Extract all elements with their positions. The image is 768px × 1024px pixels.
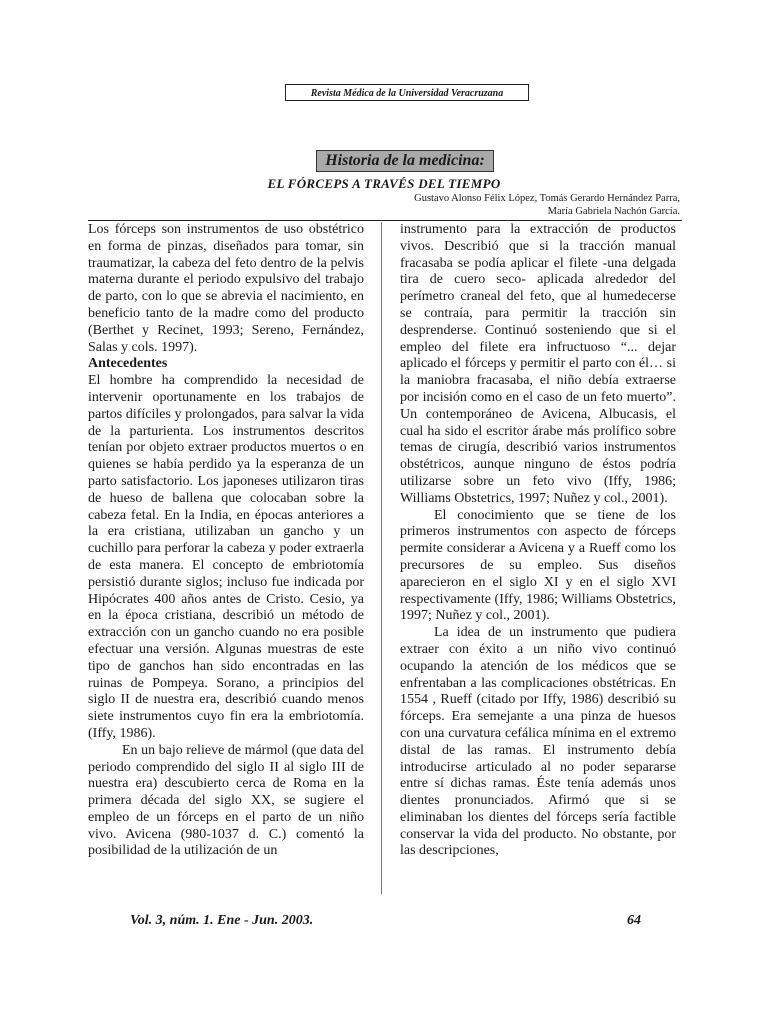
precursors-paragraph: El conocimiento que se tiene de los primeros instrumentos con aspecto de fórceps permite considerar a Avicena y a Rueff como los precursores de su empleo. Sus diseños aparecieron en el siglo XI y en el siglo XVI respectivamente (Iffy, 1986; Williams Obstetrics, 1997; Nuñez y col., 2001). [400,507,676,624]
antecedentes-paragraph: El hombre ha comprendido la necesidad de intervenir oportunamente en los trabajos de partos difíciles y prolongados, para salvar la vida de la parturienta. Los instrumentos descritos tenían por objeto extraer productos muertos o en quienes se había perdido ya la esperanza de un parto satisfactorio. Los japoneses utilizaron tiras de hueso de ballena que colocaban sobre la cabeza fetal. En la India, en épocas anteriores a la era cristiana, utilizaban un gancho y un cuchillo para perforar la cabeza y poder extraerla de esta manera. El concepto de embriotomía persistió durante siglos; incluso fue indicada por Hipócrates 400 años antes de Cristo. Cesio, ya en la época cristiana, describió un método de extracción con un gancho cuando no era posible efectuar una versión. Algunas muestras de este tipo de ganchos han sido encontradas en las ruinas de Pompeya. Sorano, a principios del siglo II de nuestra era, describió cuando menos siete instrumentos cuyo fin era la embriotomía. (Iffy, 1986). [88,373,364,741]
column-divider [381,222,382,894]
authors-line-2: María Gabriela Nachón García. [547,206,680,217]
right-column [400,222,676,860]
page-number: 64 [627,913,641,928]
section-heading-antecedentes: Antecedentes [88,356,168,372]
marble-relief-paragraph: En un bajo relieve de mármol (que data del periodo comprendido del siglo II al siglo III de nuestra era) descubierto cerca de Roma en la primera década del siglo XX, se sugiere el empleo de un fórceps en el parto de un niño vivo. Avicena (980-1037 d. C.) comentó la posibilidad de la utilización de un [88,742,364,859]
rueff-paragraph: La idea de un instrumento que pudiera extraer con éxito a un niño vivo continuó ocupando la atención de los médicos que se enfrentaban a las complicaciones obstétricas. En 1554 , Rueff (citado por Iffy, 1986) describió su fórceps. Era semejante a una pinza de huesos con una curvatura cefálica mínima en el extremo distal de las ramas. El instrumento debía introducirse articulado al no poder separarse entre sí dichas ramas. Éste tenía además unos dientes pronunciados. Afirmó que si se eliminaban los dientes del fórceps sería factible conservar la vida del producto. No obstante, por las descripciones, [400,625,676,859]
article-title: EL FÓRCEPS A TRAVÉS DEL TIEMPO [267,176,501,191]
header-divider [88,220,682,221]
authors [260,192,680,218]
intro-paragraph: Los fórceps son instrumentos de uso obstétrico en forma de pinzas, diseñados para tomar, sin traumatizar, la cabeza del feto dentro de la pelvis materna durante el periodo expulsivo del trabajo de parto, con lo que se abrevia el nacimiento, en beneficio tanto de la madre como del producto (Berthet y Recinet, 1993; Sereno, Fernández, Salas y cols. 1997). [88,222,364,355]
avicena-paragraph: instrumento para la extracción de productos vivos. Describió que si la tracción manual fracasaba se podía aplicar el filete -una delgada tira de cuero seco- aplicada alrededor del perímetro craneal del feto, que al humedecerse se contraía, para permitir la tracción sin desprenderse. Continuó sosteniendo que si el empleo del filete era infructuoso “... dejar aplicado el fórceps y permitir el parto con él… si la maniobra fracasaba, el niño debía extraerse por incisión como en el caso de un feto muerto”. Un contemporáneo de Avicena, Albucasis, el cual ha sido el escritor árabe más prolífico sobre temas de cirugía, describió varios instrumentos obstétricos, aunque ninguno de éstos podría utilizarse sobre un feto vivo (Iffy, 1986; Williams Obstetrics, 1997; Nuñez y col., 2001). [400,222,676,506]
section-title: Historia de la medicina: [316,150,494,172]
journal-name: Revista Médica de la Universidad Veracruzana [285,84,529,101]
footer-volume: Vol. 3, núm. 1. Ene - Jun. 2003. [130,913,314,928]
authors-line-1: Gustavo Alonso Félix López, Tomás Gerardo Hernández Parra, [414,193,680,204]
left-column [88,222,364,860]
